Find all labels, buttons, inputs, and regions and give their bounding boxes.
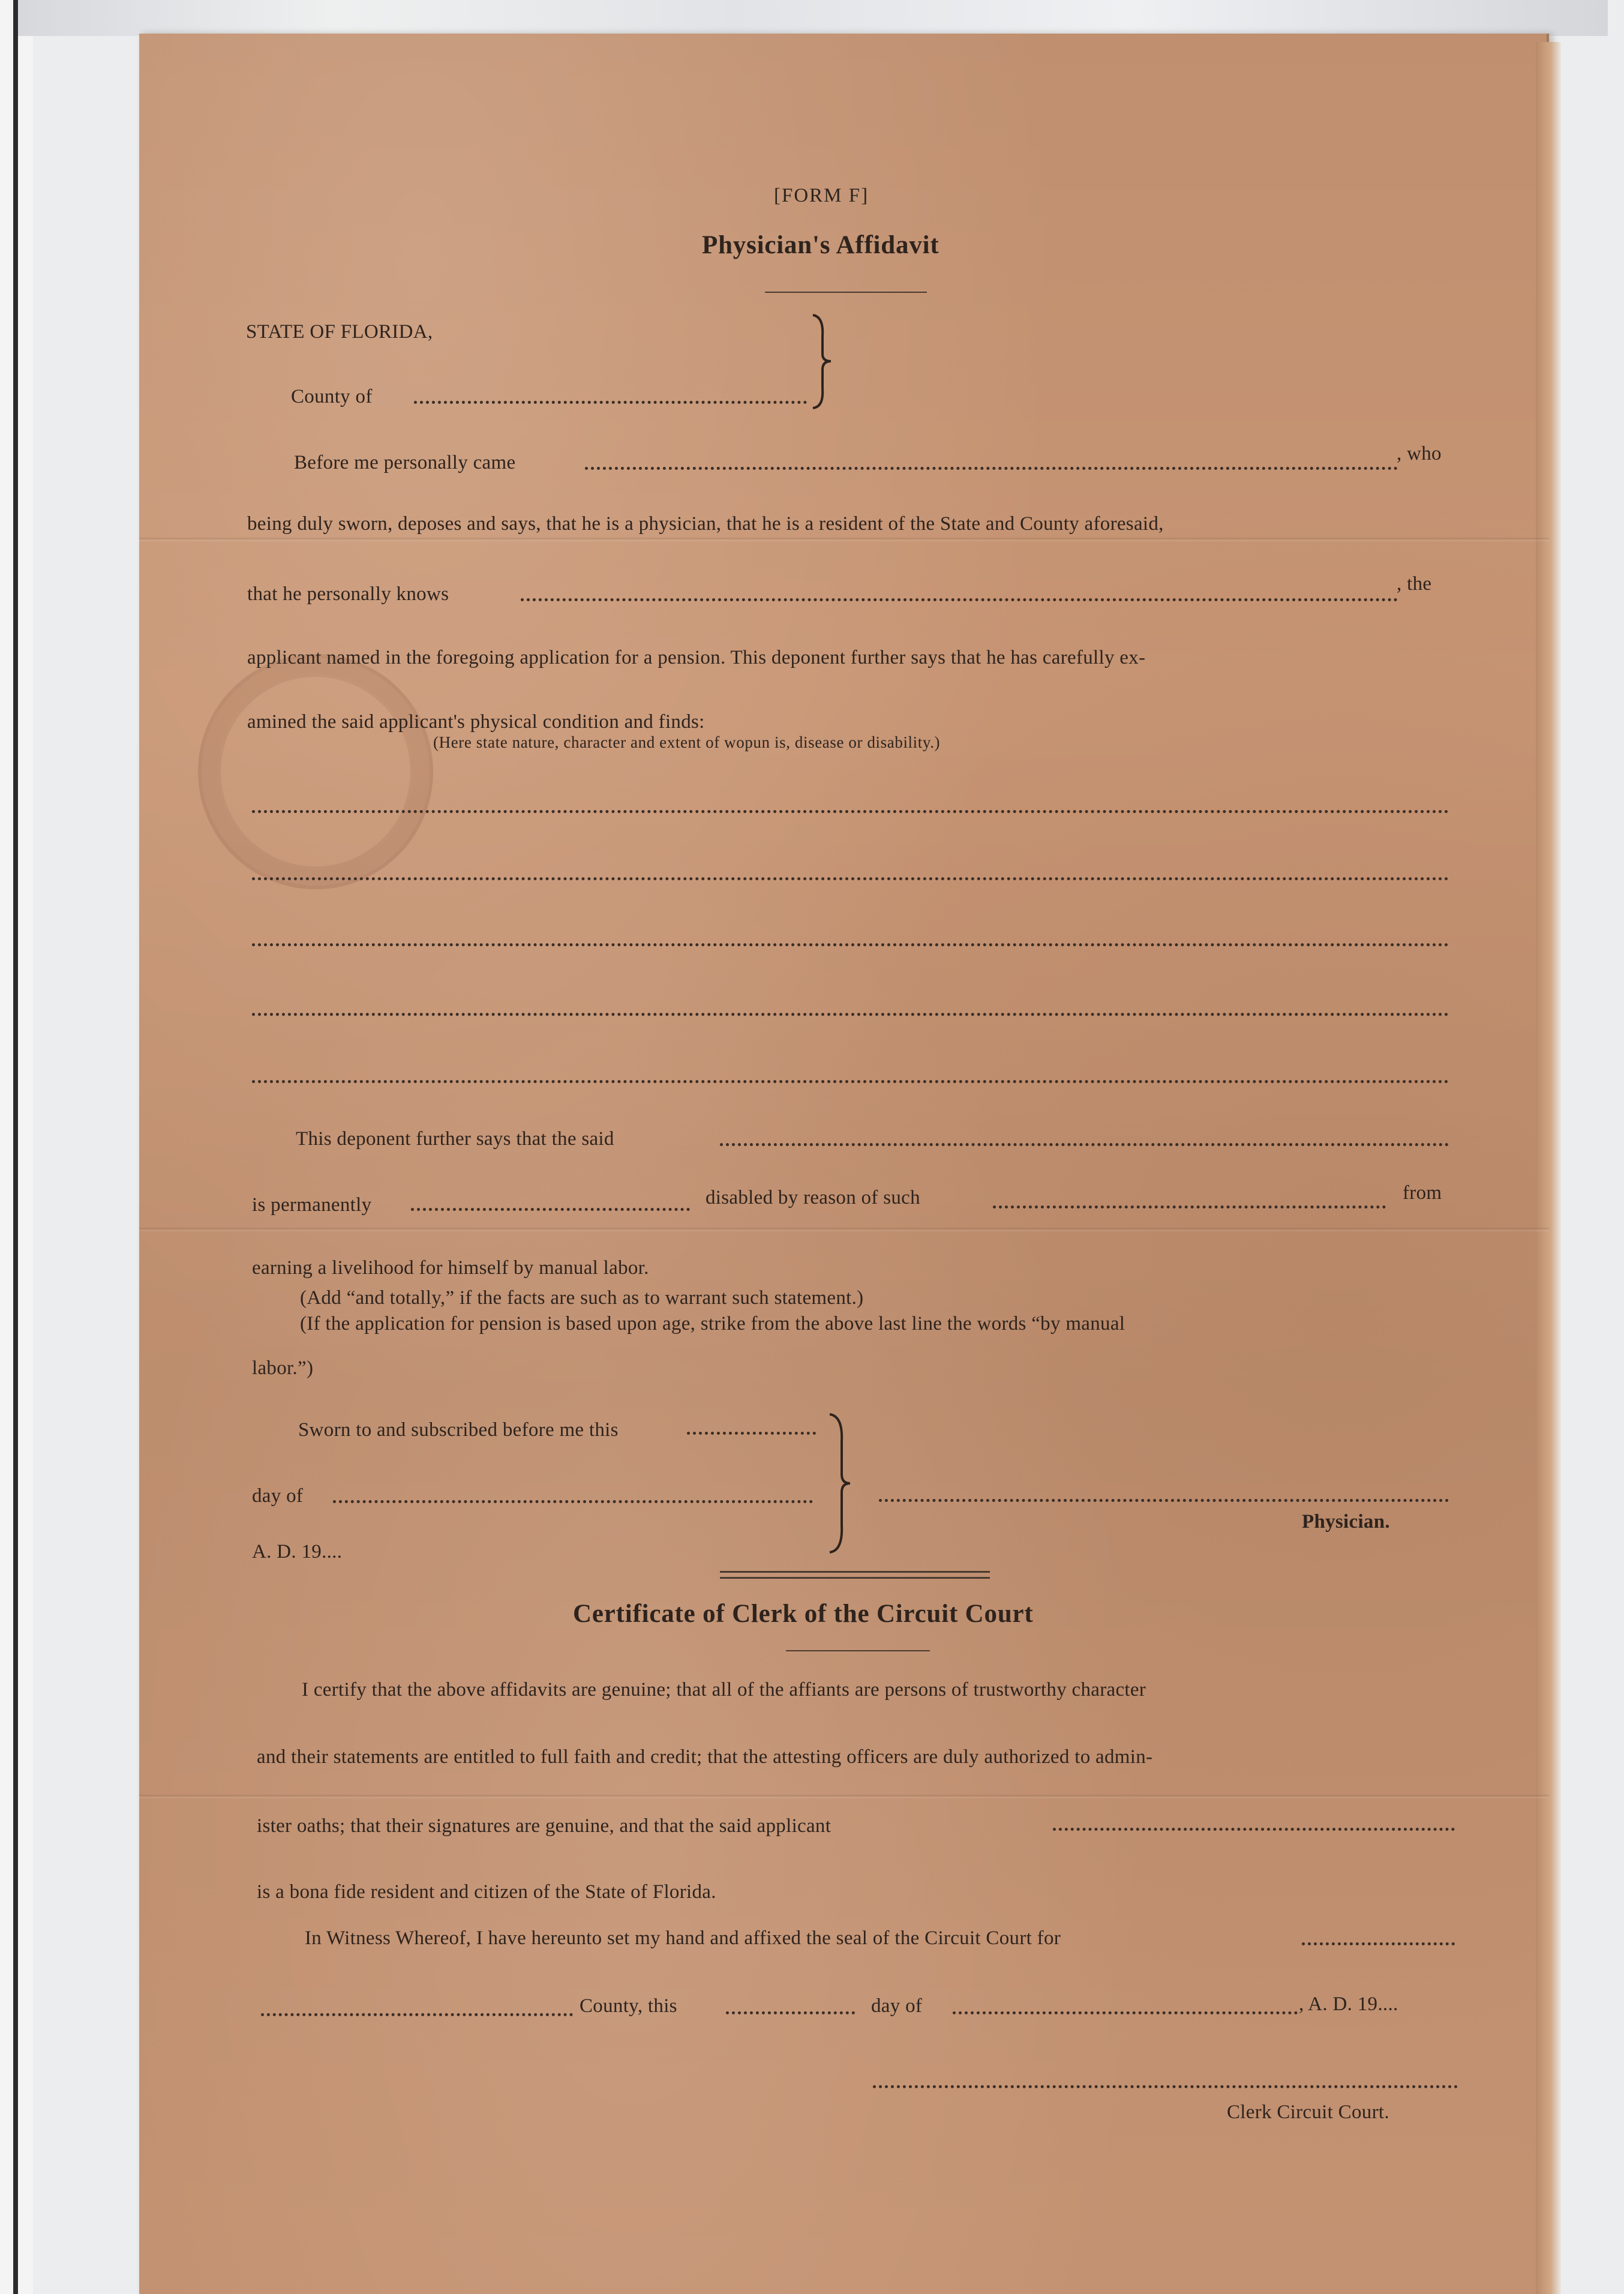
findings-blank-1: [252, 810, 1449, 813]
county-blank: [414, 401, 807, 404]
scan-frame-edge: [13, 0, 18, 2294]
county-name-blank: [261, 2013, 573, 2016]
paper-edge: [1536, 42, 1561, 2294]
certificate-rule: [786, 1650, 930, 1651]
body-line3-end: , the: [1397, 573, 1432, 595]
cert-year: , A. D. 19....: [1299, 1993, 1398, 2015]
instruction-note: (Here state nature, character and extent of wopun is, disease or disability.): [433, 733, 941, 751]
jurat-year: A. D. 19....: [252, 1541, 343, 1563]
clerk-label: Clerk Circuit Court.: [1227, 2101, 1389, 2123]
scan-top-margin: [18, 0, 1608, 36]
jurat-month-blank: [333, 1500, 813, 1503]
paper-fold: [139, 1227, 1549, 1232]
findings-blank-3: [252, 943, 1449, 946]
personally-knows-blank: [521, 598, 1398, 601]
livelihood-line: earning a livelihood for himself by manual labor.: [252, 1257, 649, 1279]
cert-day-blank: [726, 2011, 855, 2014]
section-divider-bottom: [720, 1577, 990, 1579]
permanently-label: is permanently: [252, 1194, 372, 1216]
jurat-brace: [825, 1411, 855, 1555]
certificate-line5: In Witness Whereof, I have hereunto set my hand and affixed the seal of the Circuit Court for: [305, 1927, 1061, 1949]
certificate-line1: I certify that the above affidavits are genuine; that all of the affiants are persons of trustworthy character: [302, 1679, 1146, 1701]
findings-blank-5: [252, 1080, 1449, 1083]
body-line5: amined the said applicant's physical condition and finds:: [247, 711, 705, 733]
title-rule: [765, 292, 927, 293]
paper-fold: [139, 1794, 1549, 1799]
note-totally: (Add “and totally,” if the facts are such as to warrant such statement.): [300, 1287, 864, 1309]
certificate-line2: and their statements are entitled to full faith and credit; that the attesting officers are duly authorized to admin-: [257, 1746, 1153, 1768]
paper-fold: [139, 537, 1549, 542]
further-says: This deponent further says that the said: [296, 1128, 614, 1150]
findings-blank-2: [252, 877, 1449, 880]
county-this-label: County, this: [580, 1995, 677, 2017]
body-line3-start: that he personally knows: [247, 583, 449, 605]
physician-label: Physician.: [1302, 1511, 1390, 1533]
body-line1-start: Before me personally came: [294, 452, 516, 473]
clerk-signature-line: [873, 2085, 1458, 2088]
page-title: Physician's Affidavit: [702, 231, 939, 259]
paper-sheet: [139, 34, 1549, 2294]
note-age-end: labor.”): [252, 1357, 314, 1379]
body-line2: being duly sworn, deposes and says, that he is a physician, that he is a resident of the State and County aforesaid,: [247, 513, 1164, 535]
certificate-line4: is a bona fide resident and citizen of the State of Florida.: [257, 1881, 716, 1903]
further-says-blank: [720, 1143, 1449, 1146]
venue-state: STATE OF FLORIDA,: [246, 321, 433, 343]
court-county-blank: [1302, 1942, 1455, 1945]
section-divider-top: [720, 1571, 990, 1573]
from-label: from: [1403, 1182, 1442, 1204]
findings-blank-4: [252, 1013, 1449, 1016]
cert-month-blank: [953, 2011, 1298, 2014]
body-line1-end: , who: [1397, 443, 1442, 464]
disability-blank: [993, 1206, 1386, 1209]
embossed-seal: [198, 654, 433, 889]
applicant-name-blank: [1053, 1828, 1455, 1831]
cert-day-of-label: day of: [871, 1995, 923, 2017]
physician-signature-line: [879, 1499, 1449, 1502]
jurat-day-blank: [687, 1432, 816, 1435]
venue-county-label: County of: [291, 386, 373, 407]
permanently-blank: [411, 1208, 690, 1211]
note-age: (If the application for pension is based upon age, strike from the above last line the words “by manual: [300, 1313, 1125, 1335]
certificate-title: Certificate of Clerk of the Circuit Court: [573, 1600, 1034, 1628]
certificate-line3: ister oaths; that their signatures are genuine, and that the said applicant: [257, 1815, 831, 1837]
jurat-day-of: day of: [252, 1485, 304, 1507]
venue-brace: [807, 312, 837, 411]
jurat-sworn: Sworn to and subscribed before me this: [298, 1419, 619, 1441]
form-label: [FORM F]: [774, 185, 869, 206]
disabled-label: disabled by reason of such: [706, 1187, 920, 1209]
body-line4: applicant named in the foregoing application for a pension. This deponent further says that he has carefully ex-: [247, 647, 1146, 668]
personally-came-blank: [585, 467, 1398, 470]
